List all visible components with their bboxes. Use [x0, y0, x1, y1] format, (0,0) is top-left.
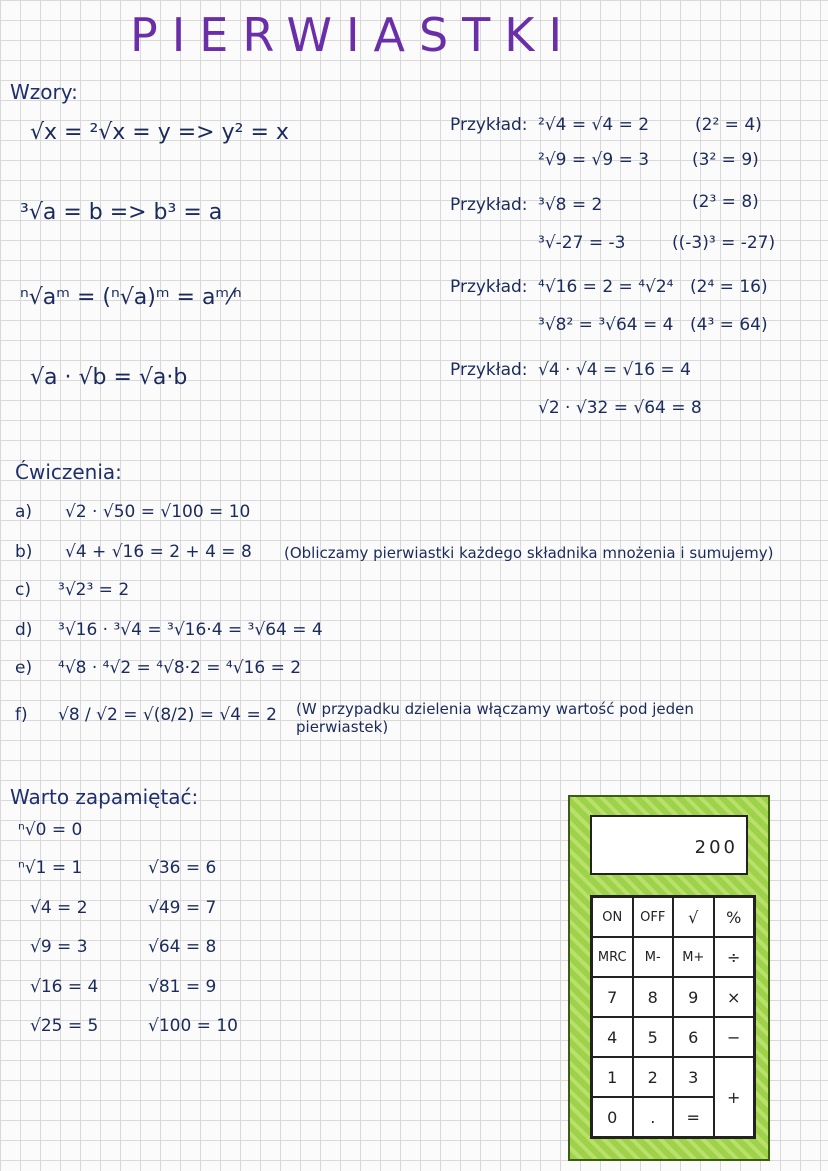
memory-item: √9 = 3	[30, 937, 88, 957]
calc-key-dot[interactable]: .	[633, 1097, 674, 1137]
formula-2: ³√a = b => b³ = a	[20, 200, 223, 225]
example-line: ²√4 = √4 = 2	[538, 115, 650, 135]
memory-item: √4 = 2	[30, 898, 88, 918]
calc-key-6[interactable]: 6	[673, 1017, 714, 1057]
calc-key-plus[interactable]: +	[714, 1057, 755, 1137]
exercise-note: (W przypadku dzielenia włączamy wartość pod jeden pierwiastek)	[296, 700, 694, 736]
calc-key-sqrt[interactable]: √	[673, 897, 714, 937]
calc-key-m-minus[interactable]: M-	[633, 937, 674, 977]
calc-key-8[interactable]: 8	[633, 977, 674, 1017]
example-line: √4 · √4 = √16 = 4	[538, 360, 691, 380]
example-line: ³√-27 = -3	[538, 233, 626, 253]
exercise-expression: ³√2³ = 2	[58, 580, 130, 600]
calc-key-7[interactable]: 7	[592, 977, 633, 1017]
example-label: Przykład:	[450, 360, 528, 380]
memory-item: √49 = 7	[148, 898, 217, 918]
calc-key-off[interactable]: OFF	[633, 897, 674, 937]
formula-3: ⁿ√aᵐ = (ⁿ√a)ᵐ = aᵐ⁄ⁿ	[20, 285, 242, 310]
memory-item: √100 = 10	[148, 1016, 238, 1036]
calc-key-divide[interactable]: ÷	[714, 937, 755, 977]
exercise-expression: √8 / √2 = √(8/2) = √4 = 2	[58, 705, 277, 725]
exercise-letter: d)	[15, 620, 33, 640]
calc-key-mrc[interactable]: MRC	[592, 937, 633, 977]
example-note: ((-3)³ = -27)	[672, 233, 776, 253]
calc-key-0[interactable]: 0	[592, 1097, 633, 1137]
exercise-expression: ⁴√8 · ⁴√2 = ⁴√8·2 = ⁴√16 = 2	[58, 658, 302, 678]
calc-key-percent[interactable]: %	[714, 897, 755, 937]
example-note: (2² = 4)	[695, 115, 762, 135]
zapamietac-heading: Warto zapamiętać:	[10, 785, 199, 809]
page-title: PIERWIASTKI	[130, 8, 577, 62]
memory-item: ⁿ√0 = 0	[18, 820, 83, 840]
memory-item: √64 = 8	[148, 937, 217, 957]
calculator-drawing	[568, 795, 770, 1161]
calc-key-4[interactable]: 4	[592, 1017, 633, 1057]
exercise-letter: f)	[15, 705, 28, 725]
calc-key-3[interactable]: 3	[673, 1057, 714, 1097]
formula-4: √a · √b = √a·b	[30, 365, 188, 390]
example-note: (2⁴ = 16)	[690, 277, 768, 297]
calc-key-5[interactable]: 5	[633, 1017, 674, 1057]
calc-key-on[interactable]: ON	[592, 897, 633, 937]
memory-item: √36 = 6	[148, 858, 217, 878]
calc-key-m-plus[interactable]: M+	[673, 937, 714, 977]
exercise-letter: c)	[15, 580, 31, 600]
wzory-heading: Wzory:	[10, 80, 78, 104]
exercise-letter: e)	[15, 658, 33, 678]
exercise-expression: √2 · √50 = √100 = 10	[65, 502, 251, 522]
cwiczenia-heading: Ćwiczenia:	[15, 460, 122, 484]
example-note: (3² = 9)	[692, 150, 759, 170]
example-label: Przykład:	[450, 115, 528, 135]
exercise-letter: b)	[15, 542, 33, 562]
calc-key-equals[interactable]: =	[673, 1097, 714, 1137]
memory-item: √81 = 9	[148, 977, 217, 997]
calc-key-1[interactable]: 1	[592, 1057, 633, 1097]
calc-key-2[interactable]: 2	[633, 1057, 674, 1097]
exercise-expression: √4 + √16 = 2 + 4 = 8	[65, 542, 252, 562]
memory-item: √16 = 4	[30, 977, 99, 997]
example-note: (4³ = 64)	[690, 315, 768, 335]
example-line: ³√8 = 2	[538, 195, 603, 215]
exercise-letter: a)	[15, 502, 33, 522]
calc-key-multiply[interactable]: ×	[714, 977, 755, 1017]
example-note: (2³ = 8)	[692, 192, 759, 212]
example-line: ⁴√16 = 2 = ⁴√2⁴	[538, 277, 674, 297]
memory-item: ⁿ√1 = 1	[18, 858, 83, 878]
example-line: ³√8² = ³√64 = 4	[538, 315, 674, 335]
exercise-note: (Obliczamy pierwiastki każdego składnika mnożenia i sumujemy)	[284, 544, 774, 562]
calculator-keypad	[590, 895, 756, 1139]
example-line: √2 · √32 = √64 = 8	[538, 398, 702, 418]
calculator-display: 200	[590, 815, 748, 875]
example-label: Przykład:	[450, 195, 528, 215]
exercise-expression: ³√16 · ³√4 = ³√16·4 = ³√64 = 4	[58, 620, 323, 640]
calc-key-minus[interactable]: −	[714, 1017, 755, 1057]
formula-1: √x = ²√x = y => y² = x	[30, 120, 289, 145]
calc-key-9[interactable]: 9	[673, 977, 714, 1017]
example-line: ²√9 = √9 = 3	[538, 150, 650, 170]
example-label: Przykład:	[450, 277, 528, 297]
memory-item: √25 = 5	[30, 1016, 99, 1036]
